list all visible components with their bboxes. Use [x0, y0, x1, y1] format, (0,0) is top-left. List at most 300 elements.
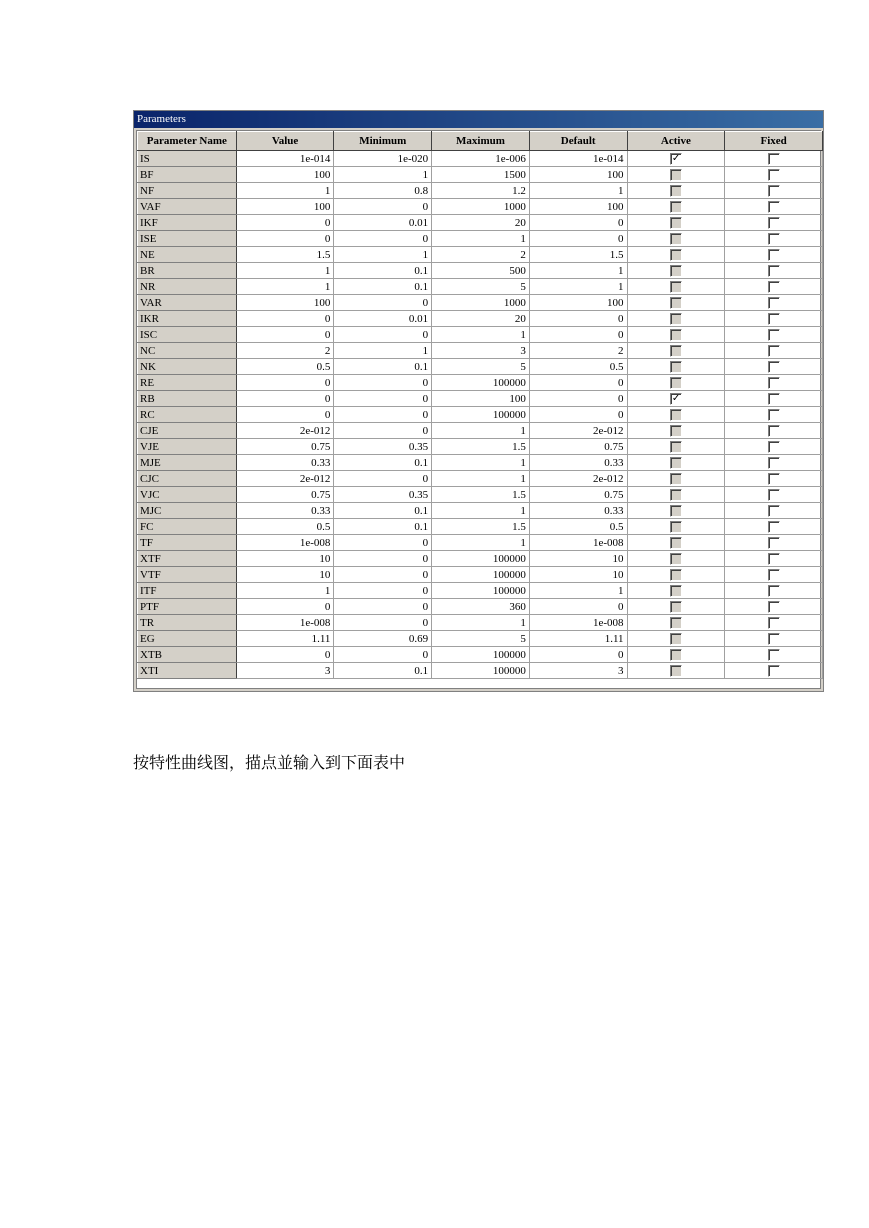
minimum-cell[interactable]: 0.1	[334, 455, 432, 471]
maximum-cell[interactable]: 1	[432, 423, 530, 439]
table-row	[138, 631, 823, 647]
value-cell[interactable]: 1.11	[236, 631, 334, 647]
fixed-cell	[725, 263, 823, 279]
active-checkbox[interactable]	[670, 425, 682, 437]
value-cell[interactable]: 0	[236, 407, 334, 423]
fixed-checkbox[interactable]	[768, 377, 780, 389]
fixed-checkbox[interactable]	[768, 185, 780, 197]
value-cell[interactable]: 0.75	[236, 439, 334, 455]
fixed-cell	[725, 231, 823, 247]
table-row	[138, 311, 823, 327]
maximum-cell[interactable]: 1.5	[432, 439, 530, 455]
active-cell	[627, 247, 725, 263]
value-cell[interactable]: 0	[236, 599, 334, 615]
default-cell: 0	[529, 375, 627, 391]
default-cell: 1e-008	[529, 615, 627, 631]
header-default[interactable]: Default	[529, 132, 627, 151]
active-cell	[627, 167, 725, 183]
table-row	[138, 551, 823, 567]
default-cell: 0.33	[529, 455, 627, 471]
active-checkbox[interactable]	[670, 169, 682, 181]
table-row	[138, 391, 823, 407]
default-cell: 0.75	[529, 487, 627, 503]
maximum-cell[interactable]: 1e-006	[432, 151, 530, 167]
minimum-cell[interactable]: 0.01	[334, 311, 432, 327]
value-cell[interactable]: 0	[236, 311, 334, 327]
default-cell: 0.5	[529, 359, 627, 375]
parameter-name-cell: NC	[138, 343, 237, 359]
default-cell: 0.75	[529, 439, 627, 455]
active-checkbox[interactable]	[670, 633, 682, 645]
maximum-cell[interactable]: 5	[432, 631, 530, 647]
parameter-name-cell: RE	[138, 375, 237, 391]
value-cell[interactable]: 1.5	[236, 247, 334, 263]
minimum-cell[interactable]: 1e-020	[334, 151, 432, 167]
active-cell	[627, 231, 725, 247]
value-cell[interactable]: 0.5	[236, 519, 334, 535]
header-value[interactable]: Value	[236, 132, 334, 151]
maximum-cell[interactable]: 1	[432, 615, 530, 631]
fixed-cell	[725, 151, 823, 167]
maximum-cell[interactable]: 1500	[432, 167, 530, 183]
maximum-cell[interactable]: 100000	[432, 663, 530, 679]
default-cell: 1	[529, 583, 627, 599]
table-row	[138, 599, 823, 615]
panel-title: Parameters	[134, 111, 823, 128]
minimum-cell[interactable]: 0	[334, 295, 432, 311]
active-checkbox[interactable]	[670, 185, 682, 197]
table-row	[138, 407, 823, 423]
minimum-cell[interactable]: 1	[334, 167, 432, 183]
active-cell	[627, 599, 725, 615]
active-cell	[627, 343, 725, 359]
fixed-checkbox[interactable]	[768, 553, 780, 565]
default-cell: 1.5	[529, 247, 627, 263]
maximum-cell[interactable]: 5	[432, 279, 530, 295]
value-cell[interactable]: 0	[236, 391, 334, 407]
active-checkbox[interactable]	[670, 617, 682, 629]
minimum-cell[interactable]: 0	[334, 583, 432, 599]
active-checkbox[interactable]	[670, 473, 682, 485]
value-cell[interactable]: 0	[236, 647, 334, 663]
default-cell: 2e-012	[529, 471, 627, 487]
minimum-cell[interactable]: 0	[334, 199, 432, 215]
table-row	[138, 487, 823, 503]
fixed-cell	[725, 295, 823, 311]
fixed-cell	[725, 327, 823, 343]
active-checkbox[interactable]	[670, 377, 682, 389]
fixed-checkbox[interactable]	[768, 281, 780, 293]
default-cell: 0	[529, 647, 627, 663]
active-checkbox[interactable]	[670, 441, 682, 453]
value-cell[interactable]: 100	[236, 295, 334, 311]
maximum-cell[interactable]: 100000	[432, 375, 530, 391]
table-row	[138, 215, 823, 231]
parameter-name-cell: ISC	[138, 327, 237, 343]
default-cell: 0	[529, 215, 627, 231]
table-row	[138, 503, 823, 519]
parameter-name-cell: TR	[138, 615, 237, 631]
active-cell	[627, 295, 725, 311]
table-row	[138, 615, 823, 631]
value-cell[interactable]: 100	[236, 199, 334, 215]
fixed-checkbox[interactable]	[768, 537, 780, 549]
parameter-name-cell: BF	[138, 167, 237, 183]
active-cell	[627, 503, 725, 519]
maximum-cell[interactable]: 100	[432, 391, 530, 407]
fixed-cell	[725, 247, 823, 263]
table-row	[138, 439, 823, 455]
minimum-cell[interactable]: 0.1	[334, 519, 432, 535]
active-cell	[627, 439, 725, 455]
maximum-cell[interactable]: 1000	[432, 295, 530, 311]
maximum-cell[interactable]: 1.2	[432, 183, 530, 199]
active-checkbox[interactable]	[670, 457, 682, 469]
fixed-cell	[725, 199, 823, 215]
maximum-cell[interactable]: 1	[432, 231, 530, 247]
parameter-name-cell: CJE	[138, 423, 237, 439]
value-cell[interactable]: 1e-008	[236, 535, 334, 551]
active-checkbox[interactable]	[670, 313, 682, 325]
active-checkbox[interactable]	[670, 521, 682, 533]
fixed-checkbox[interactable]	[768, 633, 780, 645]
table-row	[138, 471, 823, 487]
value-cell[interactable]: 2e-012	[236, 423, 334, 439]
value-cell[interactable]: 0.75	[236, 487, 334, 503]
value-cell[interactable]: 1	[236, 183, 334, 199]
parameter-name-cell: XTB	[138, 647, 237, 663]
header-fixed[interactable]: Fixed	[725, 132, 823, 151]
default-cell: 0	[529, 407, 627, 423]
parameter-name-cell: NK	[138, 359, 237, 375]
table-row	[138, 151, 823, 167]
minimum-cell[interactable]: 0	[334, 535, 432, 551]
active-checkbox[interactable]	[670, 393, 682, 405]
fixed-checkbox[interactable]	[768, 649, 780, 661]
parameter-name-cell: IKF	[138, 215, 237, 231]
fixed-cell	[725, 343, 823, 359]
active-checkbox[interactable]	[670, 409, 682, 421]
parameter-name-cell: MJE	[138, 455, 237, 471]
active-cell	[627, 663, 725, 679]
fixed-cell	[725, 615, 823, 631]
default-cell: 2e-012	[529, 423, 627, 439]
active-checkbox[interactable]	[670, 249, 682, 261]
active-cell	[627, 199, 725, 215]
fixed-checkbox[interactable]	[768, 361, 780, 373]
active-checkbox[interactable]	[670, 233, 682, 245]
active-checkbox[interactable]	[670, 665, 682, 677]
fixed-checkbox[interactable]	[768, 409, 780, 421]
maximum-cell[interactable]: 20	[432, 215, 530, 231]
table-row	[138, 327, 823, 343]
minimum-cell[interactable]: 1	[334, 343, 432, 359]
minimum-cell[interactable]: 0.8	[334, 183, 432, 199]
default-cell: 10	[529, 551, 627, 567]
active-checkbox[interactable]	[670, 537, 682, 549]
fixed-checkbox[interactable]	[768, 617, 780, 629]
header-row	[138, 132, 823, 151]
active-checkbox[interactable]	[670, 585, 682, 597]
default-cell: 100	[529, 167, 627, 183]
table-row	[138, 375, 823, 391]
default-cell: 0	[529, 311, 627, 327]
minimum-cell[interactable]: 0.35	[334, 487, 432, 503]
fixed-checkbox[interactable]	[768, 505, 780, 517]
maximum-cell[interactable]: 1	[432, 455, 530, 471]
default-cell: 0.33	[529, 503, 627, 519]
active-checkbox[interactable]	[670, 281, 682, 293]
parameter-name-cell: TF	[138, 535, 237, 551]
minimum-cell[interactable]: 0.1	[334, 279, 432, 295]
parameter-name-cell: PTF	[138, 599, 237, 615]
fixed-cell	[725, 535, 823, 551]
minimum-cell[interactable]: 0	[334, 327, 432, 343]
value-cell[interactable]: 100	[236, 167, 334, 183]
maximum-cell[interactable]: 100000	[432, 567, 530, 583]
value-cell[interactable]: 0	[236, 215, 334, 231]
fixed-checkbox[interactable]	[768, 201, 780, 213]
active-cell	[627, 583, 725, 599]
fixed-cell	[725, 551, 823, 567]
active-checkbox[interactable]	[670, 361, 682, 373]
fixed-cell	[725, 519, 823, 535]
minimum-cell[interactable]: 0.1	[334, 503, 432, 519]
default-cell: 1	[529, 279, 627, 295]
fixed-checkbox[interactable]	[768, 297, 780, 309]
active-cell	[627, 407, 725, 423]
header-minimum[interactable]: Minimum	[334, 132, 432, 151]
active-checkbox[interactable]	[670, 649, 682, 661]
minimum-cell[interactable]: 0.1	[334, 359, 432, 375]
maximum-cell[interactable]: 20	[432, 311, 530, 327]
fixed-checkbox[interactable]	[768, 569, 780, 581]
value-cell[interactable]: 10	[236, 567, 334, 583]
value-cell[interactable]: 1	[236, 279, 334, 295]
default-cell: 1e-008	[529, 535, 627, 551]
header-maximum[interactable]: Maximum	[432, 132, 530, 151]
maximum-cell[interactable]: 500	[432, 263, 530, 279]
active-checkbox[interactable]	[670, 201, 682, 213]
default-cell: 1e-014	[529, 151, 627, 167]
maximum-cell[interactable]: 1000	[432, 199, 530, 215]
parameter-name-cell: CJC	[138, 471, 237, 487]
header-active[interactable]: Active	[627, 132, 725, 151]
fixed-checkbox[interactable]	[768, 265, 780, 277]
instruction-caption: 按特性曲线图，描点並输入到下面表中	[133, 753, 406, 772]
maximum-cell[interactable]: 100000	[432, 407, 530, 423]
value-cell[interactable]: 10	[236, 551, 334, 567]
minimum-cell[interactable]: 0.01	[334, 215, 432, 231]
parameters-panel	[133, 110, 824, 692]
active-checkbox[interactable]	[670, 601, 682, 613]
maximum-cell[interactable]: 1.5	[432, 519, 530, 535]
active-cell	[627, 215, 725, 231]
default-cell: 100	[529, 295, 627, 311]
value-cell[interactable]: 0	[236, 327, 334, 343]
minimum-cell[interactable]: 0	[334, 391, 432, 407]
fixed-cell	[725, 487, 823, 503]
fixed-cell	[725, 663, 823, 679]
fixed-checkbox[interactable]	[768, 169, 780, 181]
default-cell: 0.5	[529, 519, 627, 535]
value-cell[interactable]: 2e-012	[236, 471, 334, 487]
fixed-checkbox[interactable]	[768, 601, 780, 613]
maximum-cell[interactable]: 3	[432, 343, 530, 359]
active-checkbox[interactable]	[670, 297, 682, 309]
table-row	[138, 567, 823, 583]
value-cell[interactable]: 1e-014	[236, 151, 334, 167]
active-cell	[627, 519, 725, 535]
active-cell	[627, 535, 725, 551]
table-row	[138, 519, 823, 535]
table-row	[138, 647, 823, 663]
active-cell	[627, 183, 725, 199]
fixed-cell	[725, 503, 823, 519]
parameter-name-cell: VTF	[138, 567, 237, 583]
active-cell	[627, 631, 725, 647]
minimum-cell[interactable]: 0	[334, 407, 432, 423]
table-row	[138, 343, 823, 359]
parameter-name-cell: MJC	[138, 503, 237, 519]
active-cell	[627, 359, 725, 375]
active-checkbox[interactable]	[670, 217, 682, 229]
active-checkbox[interactable]	[670, 153, 682, 165]
fixed-checkbox[interactable]	[768, 585, 780, 597]
table-row	[138, 279, 823, 295]
minimum-cell[interactable]: 0	[334, 471, 432, 487]
active-cell	[627, 263, 725, 279]
value-cell[interactable]: 0	[236, 375, 334, 391]
table-row	[138, 423, 823, 439]
fixed-checkbox[interactable]	[768, 489, 780, 501]
active-cell	[627, 279, 725, 295]
fixed-checkbox[interactable]	[768, 665, 780, 677]
table-row	[138, 359, 823, 375]
minimum-cell[interactable]: 0	[334, 599, 432, 615]
active-checkbox[interactable]	[670, 553, 682, 565]
value-cell[interactable]: 2	[236, 343, 334, 359]
minimum-cell[interactable]: 0	[334, 231, 432, 247]
fixed-checkbox[interactable]	[768, 329, 780, 341]
parameter-name-cell: RC	[138, 407, 237, 423]
table-row	[138, 535, 823, 551]
maximum-cell[interactable]: 2	[432, 247, 530, 263]
active-checkbox[interactable]	[670, 345, 682, 357]
maximum-cell[interactable]: 1.5	[432, 487, 530, 503]
active-cell	[627, 455, 725, 471]
fixed-checkbox[interactable]	[768, 473, 780, 485]
parameter-name-cell: IS	[138, 151, 237, 167]
active-cell	[627, 151, 725, 167]
maximum-cell[interactable]: 1	[432, 535, 530, 551]
header-parameter-name[interactable]: Parameter Name	[138, 132, 237, 151]
value-cell[interactable]: 0.33	[236, 503, 334, 519]
maximum-cell[interactable]: 100000	[432, 583, 530, 599]
maximum-cell[interactable]: 1	[432, 327, 530, 343]
value-cell[interactable]: 1	[236, 263, 334, 279]
fixed-checkbox[interactable]	[768, 441, 780, 453]
default-cell: 0	[529, 231, 627, 247]
active-checkbox[interactable]	[670, 265, 682, 277]
active-cell	[627, 647, 725, 663]
table-row	[138, 231, 823, 247]
fixed-checkbox[interactable]	[768, 393, 780, 405]
minimum-cell[interactable]: 0.35	[334, 439, 432, 455]
minimum-cell[interactable]: 0	[334, 615, 432, 631]
active-cell	[627, 423, 725, 439]
parameter-name-cell: XTF	[138, 551, 237, 567]
fixed-checkbox[interactable]	[768, 345, 780, 357]
minimum-cell[interactable]: 0	[334, 375, 432, 391]
minimum-cell[interactable]: 0.1	[334, 663, 432, 679]
table-row	[138, 183, 823, 199]
parameter-name-cell: NE	[138, 247, 237, 263]
fixed-checkbox[interactable]	[768, 521, 780, 533]
fixed-checkbox[interactable]	[768, 233, 780, 245]
maximum-cell[interactable]: 360	[432, 599, 530, 615]
value-cell[interactable]: 3	[236, 663, 334, 679]
maximum-cell[interactable]: 5	[432, 359, 530, 375]
parameter-name-cell: EG	[138, 631, 237, 647]
value-cell[interactable]: 0.5	[236, 359, 334, 375]
active-cell	[627, 615, 725, 631]
fixed-checkbox[interactable]	[768, 217, 780, 229]
fixed-cell	[725, 183, 823, 199]
fixed-cell	[725, 599, 823, 615]
minimum-cell[interactable]: 0	[334, 551, 432, 567]
fixed-checkbox[interactable]	[768, 153, 780, 165]
active-checkbox[interactable]	[670, 569, 682, 581]
minimum-cell[interactable]: 0	[334, 567, 432, 583]
maximum-cell[interactable]: 1	[432, 503, 530, 519]
fixed-cell	[725, 647, 823, 663]
fixed-checkbox[interactable]	[768, 249, 780, 261]
active-checkbox[interactable]	[670, 489, 682, 501]
fixed-checkbox[interactable]	[768, 425, 780, 437]
fixed-checkbox[interactable]	[768, 457, 780, 469]
fixed-checkbox[interactable]	[768, 313, 780, 325]
default-cell: 1	[529, 263, 627, 279]
fixed-cell	[725, 567, 823, 583]
value-cell[interactable]: 0	[236, 231, 334, 247]
minimum-cell[interactable]: 0.69	[334, 631, 432, 647]
minimum-cell[interactable]: 0.1	[334, 263, 432, 279]
maximum-cell[interactable]: 100000	[432, 551, 530, 567]
minimum-cell[interactable]: 1	[334, 247, 432, 263]
maximum-cell[interactable]: 100000	[432, 647, 530, 663]
active-checkbox[interactable]	[670, 329, 682, 341]
fixed-cell	[725, 471, 823, 487]
value-cell[interactable]: 1	[236, 583, 334, 599]
active-checkbox[interactable]	[670, 505, 682, 517]
value-cell[interactable]: 0.33	[236, 455, 334, 471]
value-cell[interactable]: 1e-008	[236, 615, 334, 631]
parameters-grid	[136, 130, 821, 689]
fixed-cell	[725, 439, 823, 455]
minimum-cell[interactable]: 0	[334, 423, 432, 439]
parameter-name-cell: ITF	[138, 583, 237, 599]
table-row	[138, 455, 823, 471]
fixed-cell	[725, 423, 823, 439]
fixed-cell	[725, 215, 823, 231]
active-cell	[627, 487, 725, 503]
fixed-cell	[725, 359, 823, 375]
maximum-cell[interactable]: 1	[432, 471, 530, 487]
active-cell	[627, 391, 725, 407]
minimum-cell[interactable]: 0	[334, 647, 432, 663]
active-cell	[627, 375, 725, 391]
